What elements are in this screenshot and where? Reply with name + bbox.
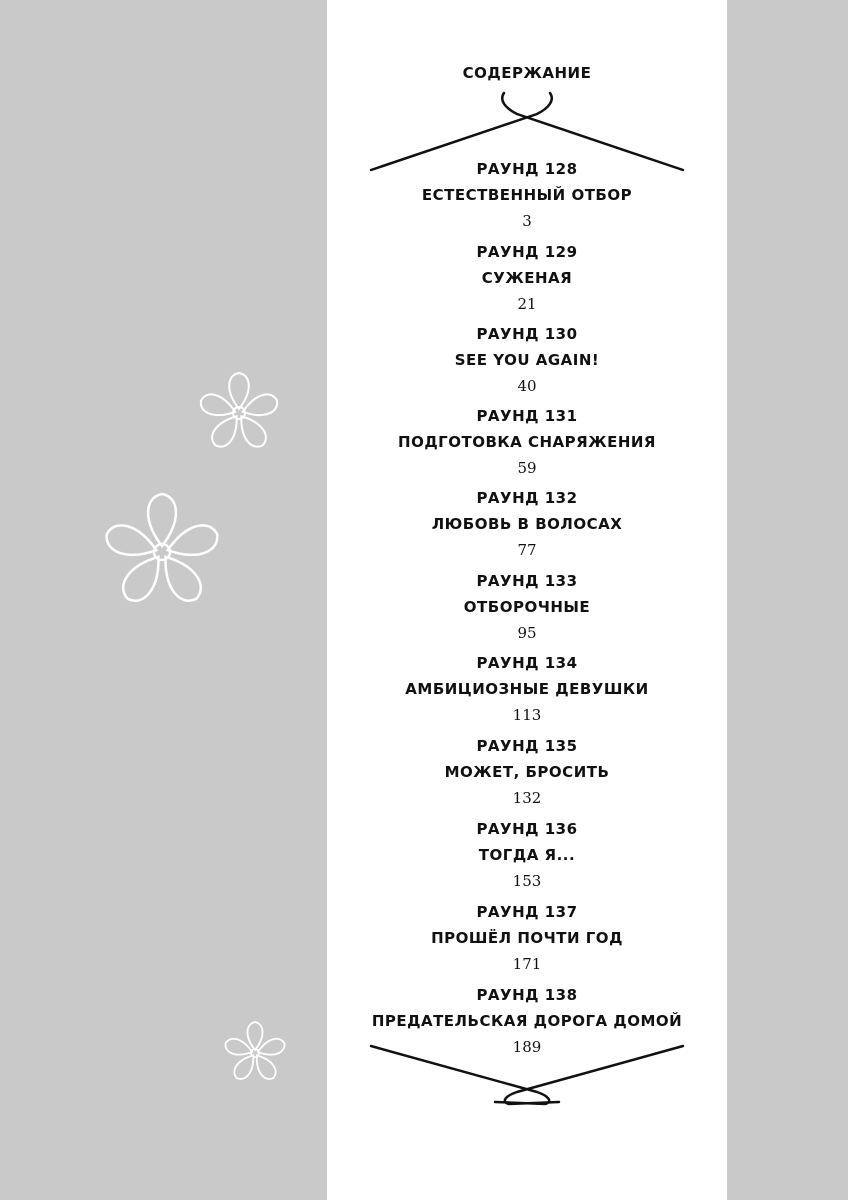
page-title: СОДЕРЖАНИЕ [462, 64, 592, 82]
page-number: 77 [517, 541, 537, 559]
page-number: 95 [517, 624, 537, 642]
toc-entry[interactable] [327, 817, 727, 893]
flower-icon [196, 370, 282, 456]
toc-entry[interactable] [327, 569, 727, 645]
left-gray-panel [0, 0, 327, 1200]
page-number: 189 [512, 1038, 542, 1056]
chapter-title: МОЖЕТ, БРОСИТЬ [444, 763, 610, 781]
round-label: РАУНД 128 [476, 160, 578, 178]
chapter-title: ПРЕДАТЕЛЬСКАЯ ДОРОГА ДОМОЙ [371, 1012, 683, 1030]
round-label: РАУНД 130 [476, 325, 578, 343]
chapter-title: АМБИЦИОЗНЫЕ ДЕВУШКИ [405, 680, 649, 698]
toc-entry[interactable] [327, 240, 727, 316]
round-label: РАУНД 138 [476, 986, 578, 1004]
toc-entry[interactable] [327, 734, 727, 810]
toc-entry[interactable] [327, 157, 727, 233]
page-number: 21 [517, 295, 537, 313]
round-label: РАУНД 137 [476, 903, 578, 921]
round-label: РАУНД 131 [476, 407, 578, 425]
contents-page [327, 0, 727, 1200]
flower-icon [222, 1020, 288, 1086]
page-number: 153 [512, 872, 542, 890]
right-gray-panel [727, 0, 848, 1200]
toc-entry[interactable] [327, 322, 727, 398]
crossed-sticks-bottom [327, 1040, 727, 1110]
page-number: 3 [522, 212, 532, 230]
chapter-title: СУЖЕНАЯ [481, 269, 573, 287]
round-label: РАУНД 135 [476, 737, 578, 755]
chapter-title: ОТБОРОЧНЫЕ [463, 598, 591, 616]
round-label: РАУНД 133 [476, 572, 578, 590]
round-label: РАУНД 129 [476, 243, 578, 261]
chapter-title: ПОДГОТОВКА СНАРЯЖЕНИЯ [398, 433, 656, 451]
page-number: 113 [512, 706, 542, 724]
chapter-title: SEE YOU AGAIN! [454, 351, 600, 369]
chapter-title: ЛЮБОВЬ В ВОЛОСАХ [431, 515, 623, 533]
round-label: РАУНД 136 [476, 820, 578, 838]
page-number: 40 [517, 377, 537, 395]
round-label: РАУНД 132 [476, 489, 578, 507]
toc-entry[interactable] [327, 651, 727, 727]
page-number: 132 [512, 789, 542, 807]
page-number: 171 [512, 955, 542, 973]
chapter-title: ПРОШЁЛ ПОЧТИ ГОД [431, 929, 623, 947]
chapter-title: ТОГДА Я... [478, 846, 576, 864]
toc-entry[interactable] [327, 486, 727, 562]
toc-entry[interactable] [327, 404, 727, 480]
page-number: 59 [517, 459, 537, 477]
round-label: РАУНД 134 [476, 654, 578, 672]
chapter-title: ЕСТЕСТВЕННЫЙ ОТБОР [421, 186, 633, 204]
toc-entry[interactable] [327, 900, 727, 976]
flower-icon [100, 490, 224, 614]
